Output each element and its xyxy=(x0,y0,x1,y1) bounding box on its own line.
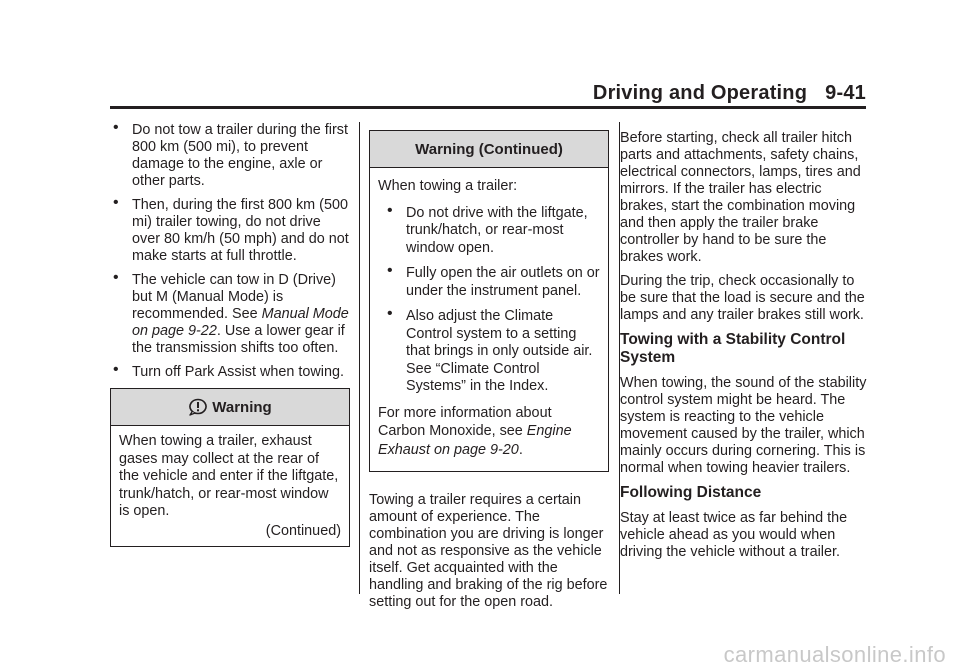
bullet-icon: • xyxy=(113,361,119,378)
warning-header xyxy=(370,131,608,168)
warning-box xyxy=(110,388,350,547)
page-header xyxy=(110,76,866,109)
list-item: • Also adjust the Climate Control system to a setting that brings in only outside air. See “Climate Control Systems” in the Index. xyxy=(387,305,593,394)
list-item: • Do not drive with the liftgate, trunk/hatch, or rear-most window open. xyxy=(387,201,588,256)
column-divider-1 xyxy=(359,122,360,594)
warning-body: When towing a trailer: • Do not drive with the liftgate, trunk/hatch, or rear-most window open. • Fully open the air outlets on or under the instrument panel. • Also adjust the Climate Control system to a setting that brings in only outside air. See “Climate Control Systems” in the Index. For more information about Carbon Monoxide, see Engine Exhaust on page 9-20. xyxy=(378,178,600,458)
warning-title: Warning xyxy=(212,398,272,416)
warning-continued-box xyxy=(369,130,609,472)
warning-header xyxy=(111,389,349,426)
bullet-icon: • xyxy=(113,194,119,211)
continued-label: (Continued) xyxy=(265,522,341,539)
header-text xyxy=(593,82,866,105)
bullet-icon: • xyxy=(387,262,393,279)
list-item: • Fully open the air outlets on or under the instrument panel. xyxy=(387,262,600,299)
body-paragraph: Stay at least twice as far behind the vehicle ahead as you would when driving the vehicle without a trailer. xyxy=(620,510,848,560)
bullet-icon: • xyxy=(113,269,119,286)
section-title: Driving and Operating xyxy=(592,82,808,104)
watermark: carmanualsonline.info xyxy=(723,642,946,667)
warning-body: When towing a trailer, exhaust gases may collect at the rear of the vehicle and enter if the liftgate, trunk/hatch, or rear-most window is open. (Continued) xyxy=(119,433,341,539)
cross-reference: Manual Mode on page 9-22 xyxy=(132,306,349,339)
list-item: • Do not tow a trailer during the first 800 km (500 mi), to prevent damage to the engine, axle or other parts. xyxy=(113,119,348,189)
warning-title: Warning (Continued) xyxy=(415,140,563,158)
body-paragraph: Towing a trailer requires a certain amount of experience. The combination you are driving is longer and not as responsive as the vehicle itself. Get acquainted with the handling and braking of the rig before setting out for the open road. xyxy=(369,492,608,610)
list-item: • Turn off Park Assist when towing. xyxy=(113,361,344,380)
bullet-icon: • xyxy=(387,305,393,322)
bullet-icon: • xyxy=(387,201,393,219)
page-number: 9-41 xyxy=(825,82,866,104)
list-item: • Then, during the first 800 km (500 mi) trailer towing, do not drive over 80 km/h (50 mph) and do not make starts at full throttle. xyxy=(113,194,349,264)
section-heading: Following Distance xyxy=(620,484,762,501)
body-paragraph: During the trip, check occasionally to be sure that the load is secure and the lamps and any trailer brakes still work. xyxy=(620,273,865,323)
column-1 xyxy=(110,119,350,547)
column-3 xyxy=(620,130,870,568)
body-paragraph: Before starting, check all trailer hitch parts and attachments, safety chains, electrical connectors, lamps, tires and mirrors. If the trailer has electric brakes, start the combination moving and then apply the trailer brake controller by hand to be sure the brakes work. xyxy=(620,130,861,265)
column-2 xyxy=(369,130,609,618)
bullet-icon: • xyxy=(113,119,119,136)
list-item: • The vehicle can tow in D (Drive) but M (Manual Mode) is recommended. See Manual Mode on page 9-22. Use a lower gear if the transmission shifts too often. xyxy=(113,269,349,356)
body-paragraph: When towing, the sound of the stability control system might be heard. The system is reacting to the vehicle movement caused by the trailer, which mainly occurs during cornering. This is normal when towing heavier trailers. xyxy=(620,375,867,476)
warning-icon xyxy=(188,398,208,416)
cross-reference: Engine Exhaust on page 9-20 xyxy=(378,423,572,458)
section-heading: Towing with a Stability Control System xyxy=(620,331,846,366)
